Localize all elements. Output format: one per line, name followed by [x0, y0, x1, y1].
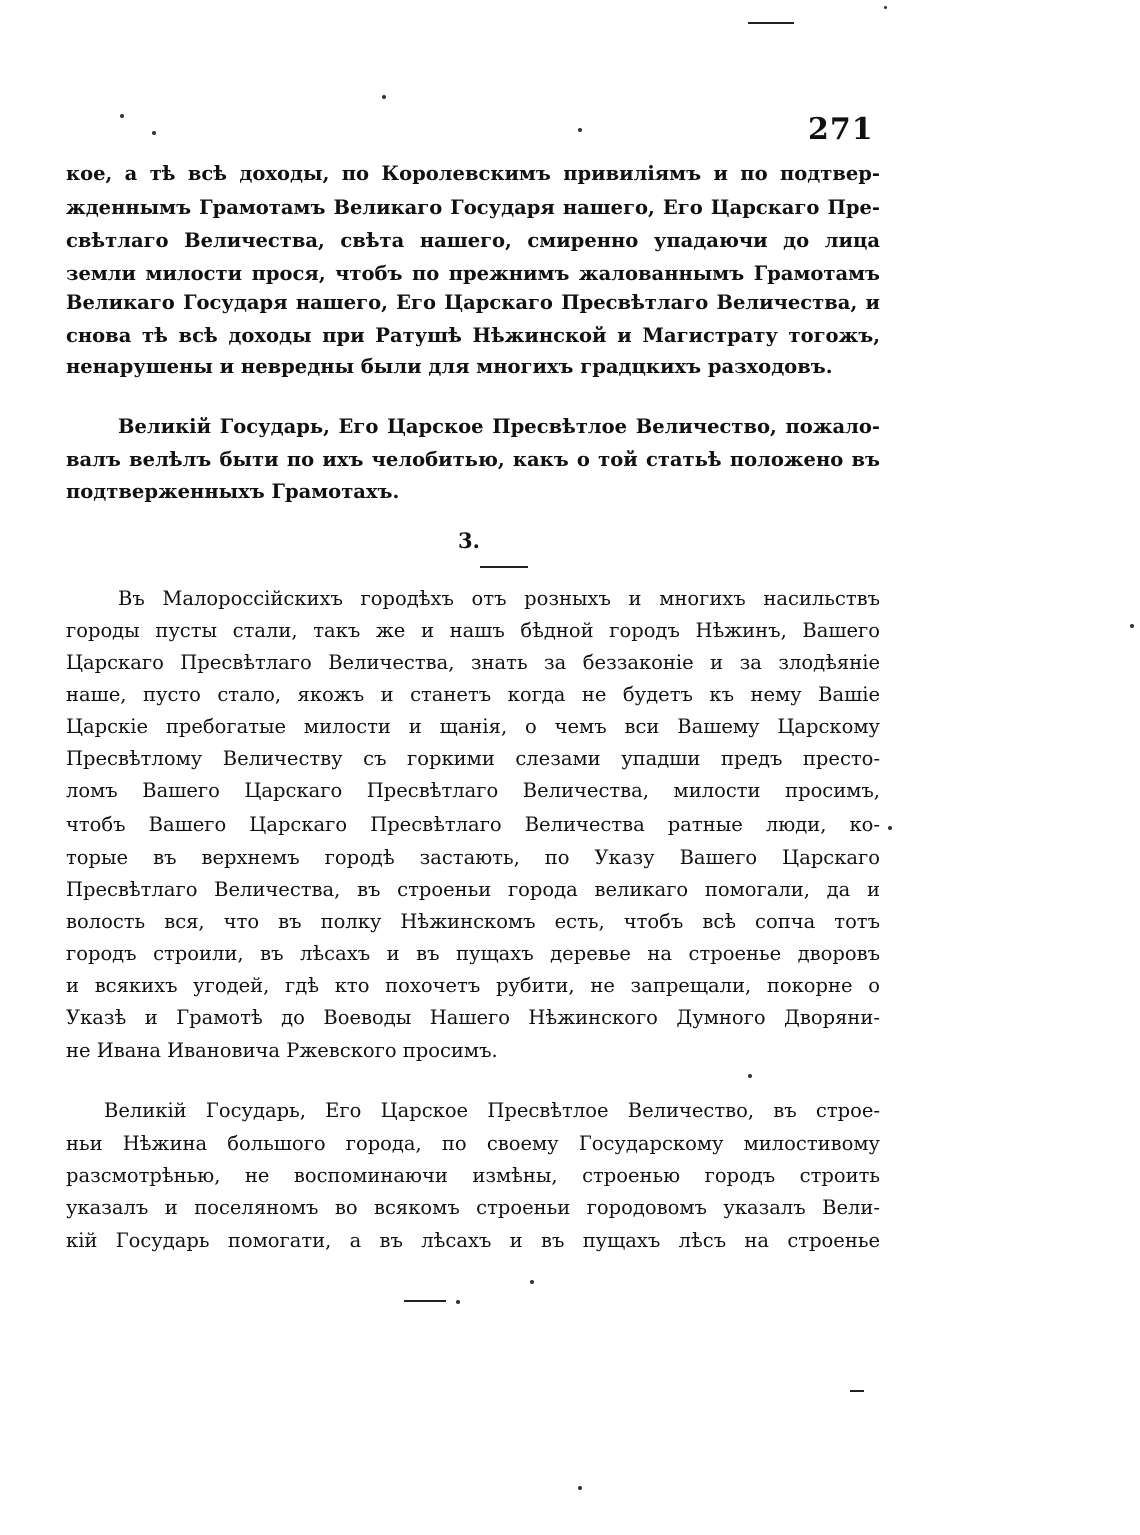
text-line: и всякихъ угодей, гдѣ кто похочетъ рубити, не запрещали, покорне о [66, 974, 880, 997]
text-line: кій Государь помогати, а въ лѣсахъ и въ пущахъ лѣсъ на строенье [66, 1229, 880, 1252]
text-line: кое, а тѣ всѣ доходы, по Королевскимъ привиліямъ и по подтвер- [66, 162, 880, 185]
text-line: снова тѣ всѣ доходы при Ратушѣ Нѣжинской и Магистрату тогожъ, [66, 324, 880, 347]
scan-speck [530, 1280, 534, 1284]
text-line: городъ строили, въ лѣсахъ и въ пущахъ деревье на строенье дворовъ [66, 942, 880, 965]
text-line: ньи Нѣжина большого города, по своему Государскому милостивому [66, 1132, 880, 1155]
text-line: ненарушены и невредны были для многихъ градцкихъ разходовъ. [66, 355, 833, 378]
text-line: Царскаго Пресвѣтлаго Величества, знать за беззаконіе и за злодѣяніе [66, 651, 880, 674]
bottom-rule [404, 1300, 446, 1302]
text-line: свѣтлаго Величества, свѣта нашего, смиренно упадаючи до лица [66, 229, 880, 252]
text-line: указалъ и поселяномъ во всякомъ строеньи городовомъ указалъ Вели- [66, 1196, 880, 1219]
scan-speck [382, 95, 386, 99]
text-line: Пресвѣтлаго Величества, въ строеньи города великаго помогали, да и [66, 878, 880, 901]
scan-speck [152, 131, 156, 135]
section-divider [480, 566, 528, 568]
text-line: разсмотрѣнью, не воспоминаючи измѣны, строенью городъ строить [66, 1164, 880, 1187]
text-line: волость вся, что въ полку Нѣжинскомъ есть, чтобъ всѣ сопча тотъ [66, 910, 880, 933]
text-line: Великій Государь, Его Царское Пресвѣтлое Величество, въ строе- [104, 1099, 880, 1122]
text-line: Пресвѣтлому Величеству съ горкими слезами упадши предъ престо- [66, 747, 880, 770]
scan-speck [456, 1300, 460, 1304]
scan-speck [120, 114, 124, 118]
text-line: Великаго Государя нашего, Его Царскаго Пресвѣтлаго Величества, и [66, 291, 880, 314]
text-line: Въ Малороссійскихъ городѣхъ отъ розныхъ и многихъ насильствъ [118, 587, 880, 610]
scan-speck [884, 6, 887, 9]
text-line: Царскіе пребогатые милости и щанія, о чемъ вси Вашему Царскому [66, 715, 880, 738]
text-line: жденнымъ Грамотамъ Великаго Государя нашего, Его Царскаго Пре- [66, 196, 880, 219]
top-rule [748, 22, 794, 24]
scan-speck [1130, 624, 1134, 628]
text-line: не Ивана Ивановича Ржевского просимъ. [66, 1039, 498, 1062]
text-line: подтверженныхъ Грамотахъ. [66, 480, 400, 503]
section-number: 3. [458, 528, 480, 553]
scan-speck [748, 1074, 752, 1078]
text-line: земли милости прося, чтобъ по прежнимъ жалованнымъ Грамотамъ [66, 262, 880, 285]
text-line: Великій Государь, Его Царское Пресвѣтлое Величество, пожало- [118, 415, 880, 438]
margin-mark [850, 1390, 864, 1392]
text-line: чтобъ Вашего Царскаго Пресвѣтлаго Величества ратные люди, ко- [66, 813, 880, 836]
text-line: наше, пусто стало, якожъ и станетъ когда не будетъ къ нему Вашіе [66, 683, 880, 706]
text-line: ломъ Вашего Царскаго Пресвѣтлаго Величества, милости просимъ, [66, 779, 880, 802]
scan-speck [578, 128, 582, 132]
scan-speck [578, 1486, 582, 1490]
text-line: валъ велѣлъ быти по ихъ челобитью, какъ о той статьѣ положено въ [66, 448, 880, 471]
text-line: Указѣ и Грамотѣ до Воеводы Нашего Нѣжинского Думного Дворяни- [66, 1006, 880, 1029]
scan-speck [888, 826, 892, 830]
text-line: торые въ верхнемъ городѣ застають, по Указу Вашего Царскаго [66, 846, 880, 869]
page-number: 271 [808, 112, 874, 147]
text-line: городы пусты стали, такъ же и нашъ бѣдной городъ Нѣжинъ, Вашего [66, 619, 880, 642]
